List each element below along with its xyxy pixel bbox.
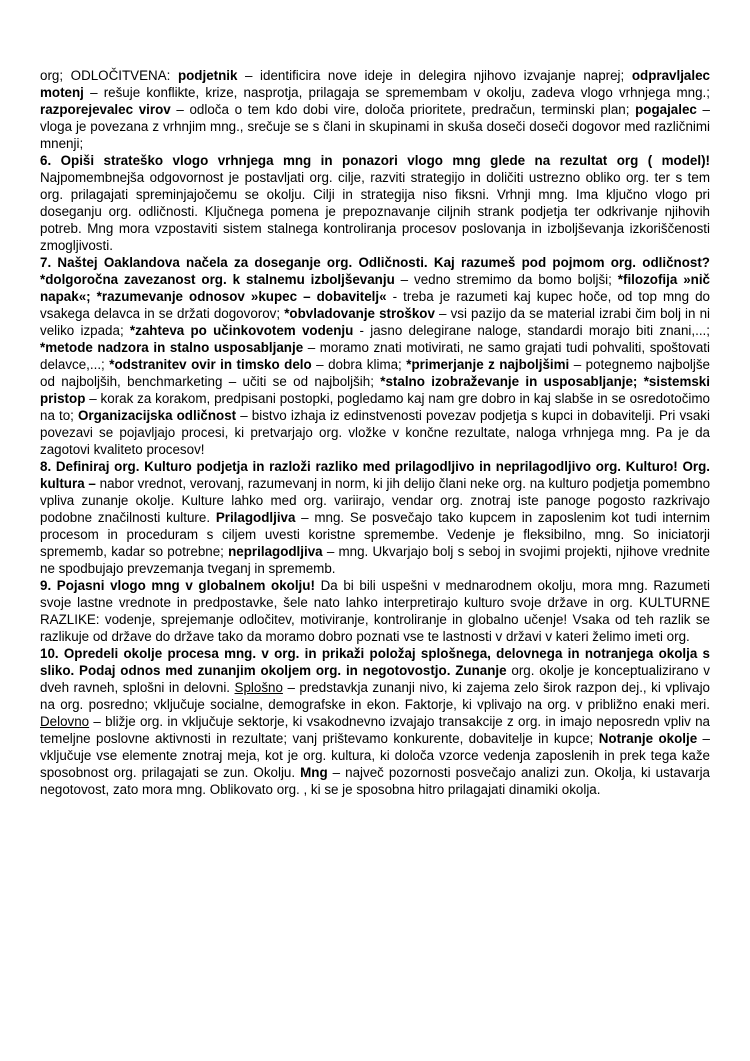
- text-run: Najpomembnejša odgovornost je postavljati org. cilje, razviti strategijo in doličiti ustrezno obliko org. ter s tem org. prilagajati spreminjajočemu se okolju. Cilji in strategija niso fiksni. Vrhnji mng. Ima ključno vlogo pri doseganju org. odličnosti. Ključnega pomena je prepoznavanje ciljnih strank podjetja ter odkrivanje njihovih potreb. Mng mora vzpostaviti sistem stalnega kontroliranja procesov poslovanja in izboljševanja izkoriščenosti zmogljivosti.: [40, 170, 710, 253]
- text-run: *stalno izobraževanje in usposabljanje; *sistemski pristop: [40, 374, 710, 406]
- text-run: 7. Naštej Oaklandova načela za doseganje org. Odličnosti. Kaj razumeš pod pojmom org. odličnost? *dolgoročna zavezanost org. k stalnemu izboljševanju: [40, 255, 710, 287]
- text-run: pogajalec: [635, 102, 697, 117]
- document-body: [40, 67, 710, 798]
- text-run: Splošno: [234, 680, 283, 695]
- text-run: – bistvo izhaja iz edinstvenosti povezav podjetja s kupci in dobavitelji. Pri vsaki povezavi se pojavljajo procesi, ki pretvarjajo org. vložke v končne rezultate, naloga vrhnjega mng. Pa je da zagotovi kvaliteto procesov!: [40, 408, 710, 457]
- text-run: org; ODLOČITVENA:: [40, 68, 178, 83]
- text-run: – vsi pazijo da se material izrabi čim bolj in ni veliko izpada;: [40, 306, 711, 338]
- text-run: podjetnik: [177, 68, 238, 83]
- text-run: org. okolje je konceptualizirano v dveh ravneh, splošni in delovni.: [40, 663, 710, 695]
- text-run: - jasno delegirane naloge, standardi morajo biti znani,...;: [353, 323, 710, 338]
- paragraph-q5-continuation: [40, 67, 710, 152]
- text-run: *odstranitev ovir in timsko delo: [109, 357, 312, 372]
- text-run: – odloča o tem kdo dobi vire, določa prioritete, predračun, terminski plan;: [170, 102, 636, 117]
- text-run: – identificira nove ideje in delegira njihovo izvajanje naprej;: [237, 68, 632, 83]
- text-run: Prilagodljiva: [215, 510, 296, 525]
- text-run: – predstavkja zunanji nivo, ki zajema zelo širok razpon dej., ki vplivajo na org. posredno; vključuje socialne, demografske in ekon. Faktorje, ki vplivajo na org. v približno enaki meri.: [40, 680, 710, 712]
- text-run: *metode nadzora in stalno usposabljanje: [40, 340, 304, 355]
- text-run: 8. Definiraj org. Kulturo podjetja in razloži razliko med prilagodljivo in neprilagodljivo org. Kulturo! Org. kultura –: [40, 459, 710, 491]
- paragraph-q10: [40, 645, 710, 798]
- text-run: – mng. Ukvarjajo bolj s seboj in svojimi projekti, njihove vrednite ne spodbujajo prevzemanja tveganj in sprememb.: [40, 544, 710, 576]
- text-run: Mng: [300, 765, 328, 780]
- paragraph-q8: [40, 458, 710, 577]
- text-run: – bližje org. in vključuje sektorje, ki vsakodnevno izvajajo transakcije z org. in imajo neposredn vpliv na temeljne poslovne aktivnosti in rezultate; vanj prištevamo konkurente, dobavitelje in kupce;: [40, 714, 710, 746]
- text-run: – moramo znati motivirati, ne samo grajati tudi pohvaliti, spoštovati delavce,...;: [40, 340, 710, 372]
- text-run: Notranje okolje: [598, 731, 698, 746]
- paragraph-q9: [40, 577, 710, 645]
- text-run: – vključuje vse elemente znotraj meja, kot je org. kultura, ki določa vzorce vedenja zaposlenih in prek tega kaže sposobnost org. prilagajati se zun. Okolju.: [40, 731, 710, 780]
- text-run: – vloga je povezana z vrhnjim mng., srečuje se s člani in skupinami in skuša doseči doseči dogovor med različnimi mnenji;: [40, 102, 710, 151]
- text-run: Delovno: [40, 714, 90, 729]
- text-run: – največ pozornosti posvečajo analizi zun. Okolja, ki ustavarja negotovost, zato mora mng. Oblikovato org. , ki se je sposobna hitro prilagajati dinamiki okolja.: [40, 765, 710, 797]
- text-run: neprilagodljiva: [228, 544, 323, 559]
- text-run: Organizacijska odličnost: [77, 408, 237, 423]
- text-run: 6. Opiši strateško vlogo vrhnjega mng in ponazori vlogo mng glede na rezultat org ( model)!: [40, 153, 710, 168]
- text-run: – dobra klima;: [311, 357, 407, 372]
- text-run: *obvladovanje stroškov: [284, 306, 435, 321]
- paragraph-q6: [40, 152, 710, 254]
- text-run: – mng. Se posvečajo tako kupcem in zaposlenim kot tudi internim procesom in proceduram s ciljem uvesti koristne spremembe. Vedenje je fleksibilno, mng. So iniciatorji sprememb, kadar so potrebne;: [40, 510, 710, 559]
- text-run: *primerjanje z najboljšimi: [406, 357, 570, 372]
- text-run: razporejevalec virov: [40, 102, 171, 117]
- text-run: 9. Pojasni vlogo mng v globalnem okolju!: [40, 578, 315, 593]
- text-run: nabor vrednot, verovanj, razumevanj in norm, ki jih delijo člani neke org. na kulturo podjetja pomembno vpliva zunanje okolje. Kulture lahko med org. variirajo, vendar org. znotraj iste panoge pogosto razkrivajo podobne značilnosti kulture.: [40, 476, 711, 525]
- text-run: Da bi bili uspešni v mednarodnem okolju, mora mng. Razumeti svoje lastne vrednote in predpostavke, šele nato lahko interpretirajo kulturo svoje države in org. KULTURNE RAZLIKE: vodenje, sprejemanje odločitev, motiviranje, kontroliranje in globalno učenje! Vsaka od teh razlik se razlikuje od države do države tako da moramo dobro poznati vse te lastnosti v državi v kateri želimo imeti org.: [40, 578, 710, 644]
- text-run: – rešuje konflikte, krize, nasprotja, prilagaja se spremembam v okolju, zadeva vlogo vrhnjega mng.;: [83, 85, 710, 100]
- text-run: – korak za korakom, predpisani postopki, pogledamo kaj nam gre dobro in kaj slabše in se osredotočimo na to;: [40, 391, 710, 423]
- text-run: odpravljalec motenj: [40, 68, 710, 100]
- paragraph-q7: [40, 254, 710, 458]
- text-run: – vedno stremimo da bomo boljši;: [394, 272, 618, 287]
- text-run: - treba je razumeti kaj kupec hoče, od top mng do vsakega delavca in se držati dogovorov;: [40, 289, 711, 321]
- text-run: 10. Opredeli okolje procesa mng. v org. in prikaži položaj splošnega, delovnega in notranjega okolja s sliko. Podaj odnos med zunanjim okoljem org. in negotovostjo. Zunanje: [40, 646, 710, 678]
- text-run: *zahteva po učinkovotem vodenju: [129, 323, 354, 338]
- text-run: – potegnemo najboljše od najboljših, benchmarketing – učiti se od najboljših;: [40, 357, 710, 389]
- text-run: *filozofija »nič napak«; *razumevanje odnosov »kupec – dobavitelj«: [40, 272, 711, 304]
